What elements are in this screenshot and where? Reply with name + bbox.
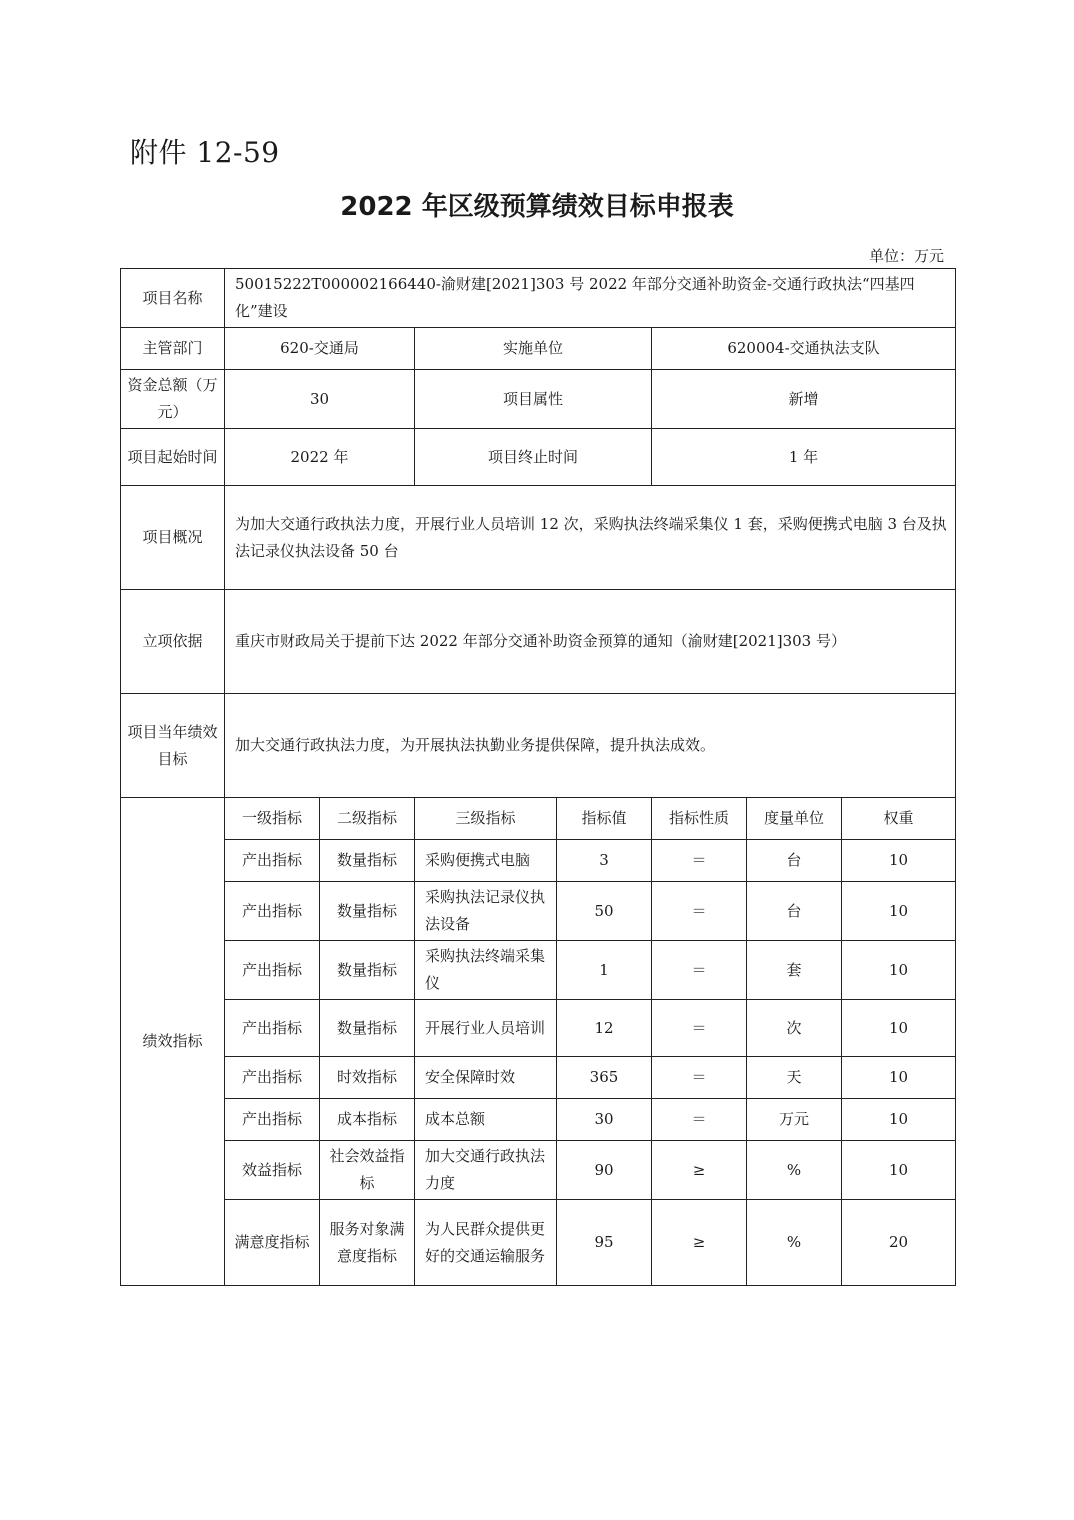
cell-level2: 成本指标 [320, 1099, 415, 1141]
dept-label: 主管部门 [121, 328, 225, 370]
table-row [121, 1200, 956, 1286]
cell-level2: 数量指标 [320, 941, 415, 1000]
row-basis [121, 590, 956, 694]
cell-value: 95 [557, 1200, 652, 1286]
cell-unit: 台 [747, 882, 842, 941]
row-fund [121, 370, 956, 429]
cell-nature: ≥ [652, 1141, 747, 1200]
row-overview [121, 486, 956, 590]
cell-level2: 数量指标 [320, 882, 415, 941]
header-value: 指标值 [557, 798, 652, 840]
cell-weight: 10 [842, 1000, 956, 1057]
cell-weight: 20 [842, 1200, 956, 1286]
cell-level1: 产出指标 [225, 1099, 320, 1141]
end-value: 1 年 [652, 429, 956, 486]
cell-level3: 采购便携式电脑 [415, 840, 557, 882]
cell-value: 1 [557, 941, 652, 1000]
cell-value: 90 [557, 1141, 652, 1200]
attr-value: 新增 [652, 370, 956, 429]
attr-label: 项目属性 [415, 370, 652, 429]
cell-level1: 产出指标 [225, 882, 320, 941]
cell-unit: % [747, 1141, 842, 1200]
unit-label: 单位：万元 [868, 247, 944, 265]
header-nature: 指标性质 [652, 798, 747, 840]
impl-label: 实施单位 [415, 328, 652, 370]
table-row [121, 1000, 956, 1057]
fund-label: 资金总额（万元） [121, 370, 225, 429]
cell-weight: 10 [842, 1099, 956, 1141]
table-row [121, 840, 956, 882]
cell-unit: 台 [747, 840, 842, 882]
row-time [121, 429, 956, 486]
table-row [121, 882, 956, 941]
cell-level3: 为人民群众提供更好的交通运输服务 [415, 1200, 557, 1286]
cell-level3: 成本总额 [415, 1099, 557, 1141]
cell-level2: 数量指标 [320, 840, 415, 882]
cell-nature: ≥ [652, 1200, 747, 1286]
cell-level1: 产出指标 [225, 1057, 320, 1099]
project-name-value: 50015222T000002166440-渝财建[2021]303 号 2022 年部分交通补助资金-交通行政执法“四基四化”建设 [225, 269, 956, 328]
cell-weight: 10 [842, 1057, 956, 1099]
header-level1: 一级指标 [225, 798, 320, 840]
cell-level3: 安全保障时效 [415, 1057, 557, 1099]
cell-level3: 开展行业人员培训 [415, 1000, 557, 1057]
cell-unit: 套 [747, 941, 842, 1000]
cell-level2: 数量指标 [320, 1000, 415, 1057]
cell-value: 50 [557, 882, 652, 941]
cell-weight: 10 [842, 840, 956, 882]
cell-nature: ＝ [652, 1057, 747, 1099]
cell-level2: 社会效益指标 [320, 1141, 415, 1200]
start-label: 项目起始时间 [121, 429, 225, 486]
cell-level1: 产出指标 [225, 941, 320, 1000]
impl-value: 620004-交通执法支队 [652, 328, 956, 370]
end-label: 项目终止时间 [415, 429, 652, 486]
dept-value: 620-交通局 [225, 328, 415, 370]
header-unit: 度量单位 [747, 798, 842, 840]
overview-label: 项目概况 [121, 486, 225, 590]
table-row [121, 1057, 956, 1099]
cell-value: 30 [557, 1099, 652, 1141]
goal-value: 加大交通行政执法力度，为开展执法执勤业务提供保障，提升执法成效。 [225, 694, 956, 798]
indicator-section-label: 绩效指标 [121, 798, 225, 1286]
cell-level1: 满意度指标 [225, 1200, 320, 1286]
attachment-label: 附件 12-59 [130, 136, 280, 169]
basis-value: 重庆市财政局关于提前下达 2022 年部分交通补助资金预算的通知（渝财建[2021]303 号） [225, 590, 956, 694]
cell-level3: 采购执法终端采集仪 [415, 941, 557, 1000]
cell-value: 3 [557, 840, 652, 882]
header-level3: 三级指标 [415, 798, 557, 840]
row-goal [121, 694, 956, 798]
cell-level1: 产出指标 [225, 840, 320, 882]
header-level2: 二级指标 [320, 798, 415, 840]
cell-nature: ＝ [652, 882, 747, 941]
cell-weight: 10 [842, 941, 956, 1000]
budget-performance-table [120, 268, 956, 1286]
cell-unit: 万元 [747, 1099, 842, 1141]
header-weight: 权重 [842, 798, 956, 840]
project-name-label: 项目名称 [121, 269, 225, 328]
cell-weight: 10 [842, 882, 956, 941]
cell-nature: ＝ [652, 941, 747, 1000]
cell-level3: 采购执法记录仪执法设备 [415, 882, 557, 941]
row-department [121, 328, 956, 370]
table-row [121, 941, 956, 1000]
cell-level3: 加大交通行政执法力度 [415, 1141, 557, 1200]
cell-nature: ＝ [652, 840, 747, 882]
cell-level1: 效益指标 [225, 1141, 320, 1200]
start-value: 2022 年 [225, 429, 415, 486]
cell-level1: 产出指标 [225, 1000, 320, 1057]
fund-value: 30 [225, 370, 415, 429]
cell-unit: % [747, 1200, 842, 1286]
cell-value: 365 [557, 1057, 652, 1099]
cell-nature: ＝ [652, 1099, 747, 1141]
goal-label: 项目当年绩效目标 [121, 694, 225, 798]
basis-label: 立项依据 [121, 590, 225, 694]
table-row [121, 1099, 956, 1141]
cell-unit: 天 [747, 1057, 842, 1099]
overview-value: 为加大交通行政执法力度，开展行业人员培训 12 次，采购执法终端采集仪 1 套，采购便携式电脑 3 台及执法记录仪执法设备 50 台 [225, 486, 956, 590]
cell-level2: 服务对象满意度指标 [320, 1200, 415, 1286]
cell-value: 12 [557, 1000, 652, 1057]
cell-unit: 次 [747, 1000, 842, 1057]
row-project-name [121, 269, 956, 328]
indicator-header-row [121, 798, 956, 840]
cell-nature: ＝ [652, 1000, 747, 1057]
document-title: 2022 年区级预算绩效目标申报表 [340, 192, 734, 222]
table-row [121, 1141, 956, 1200]
cell-weight: 10 [842, 1141, 956, 1200]
cell-level2: 时效指标 [320, 1057, 415, 1099]
